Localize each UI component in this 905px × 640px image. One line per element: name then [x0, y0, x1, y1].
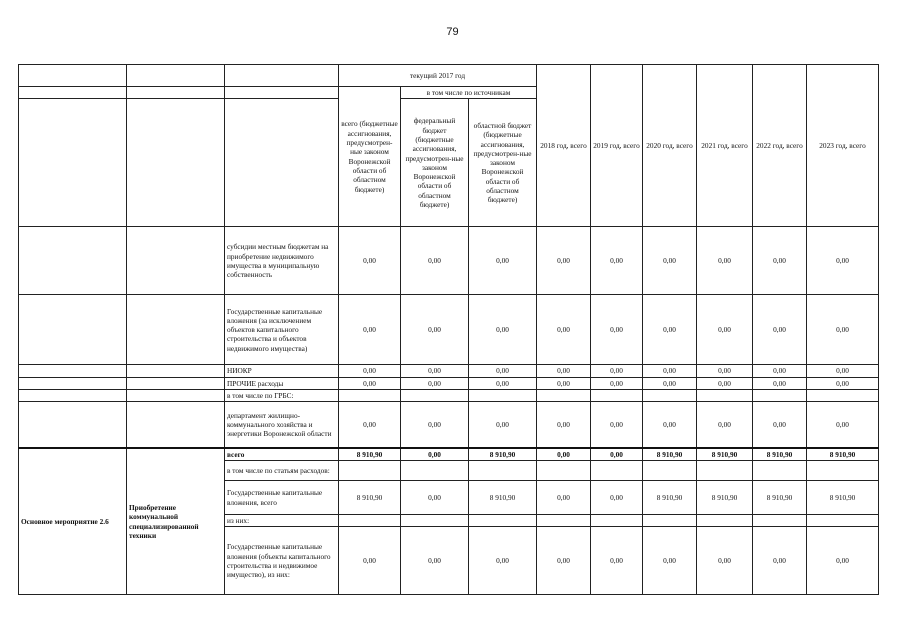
value-cell: 0,00 [469, 527, 537, 595]
header-federal: федеральный бюджет (бюджетные ассигнования, предусмотрен-ные законом Воронежской области об областном бюджете) [401, 99, 469, 227]
event-code: Основное мероприятие 2.6 [19, 448, 127, 595]
value-cell: 0,00 [591, 295, 643, 365]
value-cell: 0,00 [537, 295, 591, 365]
value-cell: 0,00 [401, 377, 469, 389]
value-cell: 0,00 [643, 377, 697, 389]
header-2018: 2018 год, всего [537, 65, 591, 227]
row-label: ПРОЧИЕ расходы [225, 377, 339, 389]
table-row [19, 377, 879, 389]
header-blank-1 [19, 87, 127, 99]
value-cell: 0,00 [807, 295, 879, 365]
value-cell: 0,00 [753, 227, 807, 295]
value-cell: 8 910,90 [697, 448, 753, 461]
value-cell: 0,00 [807, 365, 879, 377]
value-cell: 0,00 [643, 295, 697, 365]
value-cell: 0,00 [401, 295, 469, 365]
value-cell: 0,00 [643, 365, 697, 377]
value-cell: 8 910,90 [807, 448, 879, 461]
table-row [19, 365, 879, 377]
value-cell: 0,00 [339, 527, 401, 595]
header-2022: 2022 год, всего [753, 65, 807, 227]
table-row [19, 227, 879, 295]
event-title-cell [127, 377, 225, 389]
value-cell: 0,00 [591, 527, 643, 595]
page-number: 79 [446, 26, 459, 38]
value-cell [401, 461, 469, 481]
value-cell [591, 461, 643, 481]
value-cell: 8 910,90 [807, 481, 879, 515]
value-cell [339, 515, 401, 527]
value-cell [339, 389, 401, 401]
header-row-1 [19, 65, 879, 87]
value-cell: 8 910,90 [697, 481, 753, 515]
value-cell: 0,00 [807, 402, 879, 448]
row-label: Государственные капитальные вложения (объекты капитального строительства и недвижимое имущество), из них: [225, 527, 339, 595]
header-blank-2 [127, 87, 225, 99]
value-cell: 0,00 [643, 227, 697, 295]
event-title-cell [127, 389, 225, 401]
value-cell: 0,00 [469, 295, 537, 365]
value-cell: 8 910,90 [339, 448, 401, 461]
value-cell: 0,00 [537, 448, 591, 461]
value-cell [807, 461, 879, 481]
value-cell [469, 515, 537, 527]
value-cell [537, 515, 591, 527]
value-cell [537, 461, 591, 481]
value-cell: 0,00 [697, 527, 753, 595]
value-cell: 0,00 [591, 481, 643, 515]
value-cell: 0,00 [807, 527, 879, 595]
header-blank-3 [225, 99, 339, 227]
header-blank-2 [127, 99, 225, 227]
header-by-sources: в том числе по источникам [401, 87, 537, 99]
value-cell: 0,00 [807, 227, 879, 295]
value-cell [643, 515, 697, 527]
value-cell: 8 910,90 [643, 481, 697, 515]
value-cell: 0,00 [339, 377, 401, 389]
row-label: всего [225, 448, 339, 461]
event-title-cell [127, 365, 225, 377]
value-cell: 0,00 [753, 527, 807, 595]
value-cell [469, 389, 537, 401]
row-label: из них: [225, 515, 339, 527]
row-label: Государственные капитальные вложения (за исключением объектов капитального строительства и объектов недвижимого имущества) [225, 295, 339, 365]
row-label: в том числе по статьям расходов: [225, 461, 339, 481]
value-cell [753, 461, 807, 481]
value-cell: 0,00 [807, 377, 879, 389]
header-2021: 2021 год, всего [697, 65, 753, 227]
header-blank-3 [225, 87, 339, 99]
event-title-cell [127, 227, 225, 295]
value-cell [469, 461, 537, 481]
header-regional: областной бюджет (бюджетные ассигнования, предусмотрен-ные законом Воронежской области об областном бюджете) [469, 99, 537, 227]
value-cell [753, 389, 807, 401]
value-cell: 0,00 [339, 365, 401, 377]
header-total: всего (бюджетные ассигнования, предусмотрен-ные законом Воронежской области об областном бюджете) [339, 87, 401, 227]
value-cell: 0,00 [469, 227, 537, 295]
value-cell: 0,00 [469, 365, 537, 377]
value-cell: 0,00 [537, 481, 591, 515]
value-cell: 0,00 [537, 402, 591, 448]
value-cell: 0,00 [591, 402, 643, 448]
header-blank-2 [127, 65, 225, 87]
value-cell: 0,00 [753, 402, 807, 448]
event-code-cell [19, 389, 127, 401]
event-code-cell [19, 402, 127, 448]
value-cell: 0,00 [753, 377, 807, 389]
value-cell: 0,00 [339, 295, 401, 365]
event-title-cell [127, 295, 225, 365]
value-cell: 0,00 [697, 365, 753, 377]
event-code-cell [19, 295, 127, 365]
value-cell: 0,00 [339, 227, 401, 295]
header-2023: 2023 год, всего [807, 65, 879, 227]
value-cell: 0,00 [537, 527, 591, 595]
value-cell [537, 389, 591, 401]
value-cell [401, 515, 469, 527]
value-cell: 8 910,90 [643, 448, 697, 461]
event-code-cell [19, 227, 127, 295]
table-row [19, 402, 879, 448]
value-cell: 0,00 [537, 227, 591, 295]
value-cell: 0,00 [339, 402, 401, 448]
value-cell: 0,00 [591, 448, 643, 461]
value-cell [753, 515, 807, 527]
value-cell: 8 910,90 [469, 448, 537, 461]
table-row [19, 295, 879, 365]
value-cell: 0,00 [753, 295, 807, 365]
value-cell: 0,00 [697, 402, 753, 448]
value-cell: 0,00 [643, 402, 697, 448]
value-cell: 0,00 [469, 377, 537, 389]
event-code-cell [19, 365, 127, 377]
value-cell: 0,00 [401, 227, 469, 295]
header-blank-3 [225, 65, 339, 87]
value-cell: 0,00 [537, 377, 591, 389]
row-label: субсидии местным бюджетам на приобретение недвижимого имущества в муниципальную собственность [225, 227, 339, 295]
header-blank-1 [19, 99, 127, 227]
header-blank-1 [19, 65, 127, 87]
value-cell: 0,00 [537, 365, 591, 377]
header-current-year: текущий 2017 год [339, 65, 537, 87]
value-cell: 8 910,90 [753, 448, 807, 461]
value-cell [643, 461, 697, 481]
row-label: НИОКР [225, 365, 339, 377]
value-cell: 8 910,90 [469, 481, 537, 515]
value-cell: 0,00 [401, 527, 469, 595]
value-cell [591, 389, 643, 401]
value-cell [807, 389, 879, 401]
table-row [19, 389, 879, 401]
value-cell: 0,00 [591, 227, 643, 295]
value-cell: 0,00 [469, 402, 537, 448]
value-cell: 0,00 [401, 481, 469, 515]
row-label: департамент жилищно-коммунального хозяйства и энергетики Воронежской области [225, 402, 339, 448]
value-cell: 0,00 [401, 402, 469, 448]
value-cell [401, 389, 469, 401]
value-cell [807, 515, 879, 527]
event-title: Приобретение коммунальной специализированной техники [127, 448, 225, 595]
value-cell [697, 515, 753, 527]
value-cell [591, 515, 643, 527]
value-cell: 8 910,90 [753, 481, 807, 515]
table-row [19, 448, 879, 461]
value-cell [697, 389, 753, 401]
value-cell [339, 461, 401, 481]
value-cell: 0,00 [697, 377, 753, 389]
value-cell [697, 461, 753, 481]
value-cell: 0,00 [697, 295, 753, 365]
row-label: в том числе по ГРБС: [225, 389, 339, 401]
value-cell: 8 910,90 [339, 481, 401, 515]
value-cell [643, 389, 697, 401]
event-code-cell [19, 377, 127, 389]
row-label: Государственные капитальные вложения, всего [225, 481, 339, 515]
header-2019: 2019 год, всего [591, 65, 643, 227]
value-cell: 0,00 [753, 365, 807, 377]
value-cell: 0,00 [643, 527, 697, 595]
event-title-cell [127, 402, 225, 448]
value-cell: 0,00 [591, 377, 643, 389]
value-cell: 0,00 [401, 365, 469, 377]
header-2020: 2020 год, всего [643, 65, 697, 227]
value-cell: 0,00 [401, 448, 469, 461]
value-cell: 0,00 [591, 365, 643, 377]
value-cell: 0,00 [697, 227, 753, 295]
budget-table [18, 64, 879, 595]
